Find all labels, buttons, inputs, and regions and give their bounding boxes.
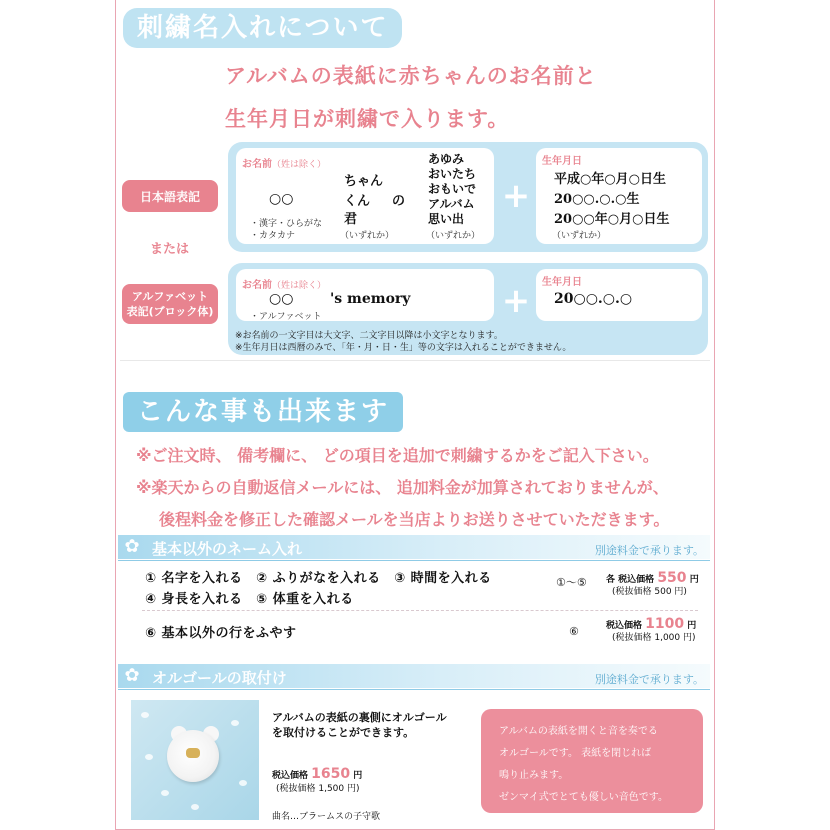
name-note-2: ・カタカナ	[250, 231, 296, 241]
suffix-kimi: 君	[344, 212, 358, 227]
music-price-sub: (税抜価格 1,500 円)	[276, 784, 360, 794]
phrase-omoide: おもいで	[428, 182, 477, 196]
music-box-info-panel	[481, 709, 703, 813]
alpha-dob-value: 20○○.○.○	[554, 291, 633, 307]
plus-icon: +	[501, 176, 531, 216]
petal	[145, 754, 153, 760]
panel-line-2: オルゴールです。 表紙を閉じれば	[499, 748, 652, 759]
japanese-dob-box	[536, 148, 702, 244]
notice-line-1: ※ご注文時、 備考欄に、 どの項目を追加で刺繍するかをご記入下さい。	[136, 446, 659, 465]
petal	[191, 804, 199, 810]
option-range-1: ①〜⑤	[556, 576, 587, 589]
price-sub-2: (税抜価格 1,000 円)	[612, 633, 696, 643]
petal	[239, 780, 247, 786]
music-box-note: 別途料金で承ります。	[594, 673, 704, 686]
alpha-name-suffix: 's memory	[330, 291, 411, 307]
option-row-2: ④ 身長を入れる ⑤ 体重を入れる	[145, 592, 354, 607]
tax-label-2: 税込価格	[606, 621, 643, 631]
section-divider	[120, 360, 710, 361]
price-value-2: 1100	[645, 616, 685, 632]
name-options-title: 基本以外のネーム入れ	[152, 540, 303, 558]
each-label: 各	[606, 575, 616, 585]
option-row-3: ⑥ 基本以外の行をふやす	[145, 626, 297, 641]
lead-line-1: アルバムの表紙に赤ちゃんのお名前と	[225, 64, 597, 88]
name-note-1: ・漢字・ひらがな	[250, 219, 323, 229]
notice-line-3: 後程料金を修正した確認メールを当店よりお送りさせていただきます。	[159, 510, 670, 529]
phrase-note: （いずれか）	[426, 231, 481, 241]
alphabet-dob-box	[536, 269, 702, 321]
tag-japanese: 日本語表記	[122, 180, 218, 212]
alphabet-name-box	[236, 269, 494, 321]
phrase-ayumi: あゆみ	[428, 152, 465, 166]
flower-icon: ✿	[124, 536, 140, 557]
plus-icon-2: +	[501, 281, 531, 321]
phrase-column	[428, 152, 476, 227]
music-song: 曲名…ブラームスの子守歌	[272, 812, 381, 822]
music-box-title: オルゴールの取付け	[152, 669, 287, 687]
music-box-header	[118, 664, 710, 690]
note-dob-format: ※生年月日は西暦のみで、「年・月・日・生」等の文字は入れることができません。	[235, 343, 572, 353]
name-options-note: 別途料金で承ります。	[594, 544, 704, 557]
suffix-chan: ちゃん	[344, 174, 384, 189]
alpha-name-label-note: （姓は除く）	[272, 281, 327, 291]
suffix-note: （いずれか）	[340, 231, 395, 241]
or-text: または	[150, 242, 190, 257]
lead-line-2: 生年月日が刺繍で入ります。	[225, 107, 510, 131]
panel-line-1: アルバムの表紙を開くと音を奏でる	[499, 726, 658, 737]
alpha-name-label: お名前	[242, 280, 272, 291]
panel-line-4: ゼンマイ式でとても優しい音色です。	[499, 792, 668, 803]
tag-alphabet	[122, 284, 218, 324]
dob-label: 生年月日	[542, 156, 582, 167]
section-title-embroidery: 刺繍名入れについて	[123, 8, 402, 48]
tax-label-1: 税込価格	[618, 575, 655, 585]
petal	[161, 790, 169, 796]
yen-1: 円	[689, 575, 699, 585]
alpha-name-placeholder: ○○	[269, 291, 294, 307]
dob-options	[554, 170, 669, 230]
name-label-note: （姓は除く）	[272, 160, 327, 170]
petal	[141, 712, 149, 718]
music-price-value: 1650	[311, 766, 351, 782]
tag-alphabet-line-1: アルファベット	[131, 290, 209, 303]
panel-line-3: 鳴り止みます。	[499, 770, 569, 781]
note-uppercase: ※お名前の一文字目は大文字、二文字目以降は小文字となります。	[235, 331, 503, 341]
tag-alphabet-line-2: 表記(ブロック体)	[126, 305, 214, 318]
music-box-photo	[131, 700, 259, 820]
japanese-name-box	[236, 148, 494, 244]
dob-option-kanji: 20○○年○月○日生	[554, 212, 670, 227]
music-box-mechanism	[186, 748, 200, 758]
petal	[231, 720, 239, 726]
section-title-options: こんな事も出来ます	[123, 392, 403, 432]
dob-option-dotted: 20○○.○.○生	[554, 192, 640, 207]
name-placeholder: ○○	[269, 191, 294, 207]
name-label: お名前	[242, 159, 272, 170]
music-box-price	[272, 766, 362, 782]
notice-line-2: ※楽天からの自動返信メールには、 追加料金が加算されておりませんが、	[136, 478, 669, 497]
option-range-2: ⑥	[569, 625, 579, 638]
suffix-kun: くん	[344, 194, 371, 209]
music-tax-label: 税込価格	[272, 771, 309, 781]
price-value-1: 550	[657, 570, 687, 586]
name-options-header	[118, 535, 710, 561]
option-row-1: ① 名字を入れる ② ふりがなを入れる ③ 時間を入れる	[145, 571, 492, 586]
phrase-omoide-kanji: 思い出	[428, 212, 465, 226]
alpha-name-note: ・アルファベット	[250, 312, 322, 322]
alpha-dob-label: 生年月日	[542, 277, 582, 288]
music-box-desc	[272, 710, 447, 740]
phrase-album: アルバム	[428, 197, 475, 211]
price-sub-1: (税抜価格 500 円)	[612, 587, 687, 597]
yen-2: 円	[687, 621, 697, 631]
music-box-desc-2: を取付けることができます。	[272, 726, 415, 739]
dob-option-heisei: 平成○年○月○日生	[554, 172, 667, 187]
flower-icon-2: ✿	[124, 665, 140, 686]
phrase-oitachi: おいたち	[428, 167, 477, 181]
music-box-desc-1: アルバムの表紙の裏側にオルゴール	[272, 711, 447, 724]
option-divider	[142, 610, 698, 611]
music-yen: 円	[353, 771, 363, 781]
suffix-no: の	[392, 194, 406, 209]
dob-note: （いずれか）	[552, 231, 607, 241]
